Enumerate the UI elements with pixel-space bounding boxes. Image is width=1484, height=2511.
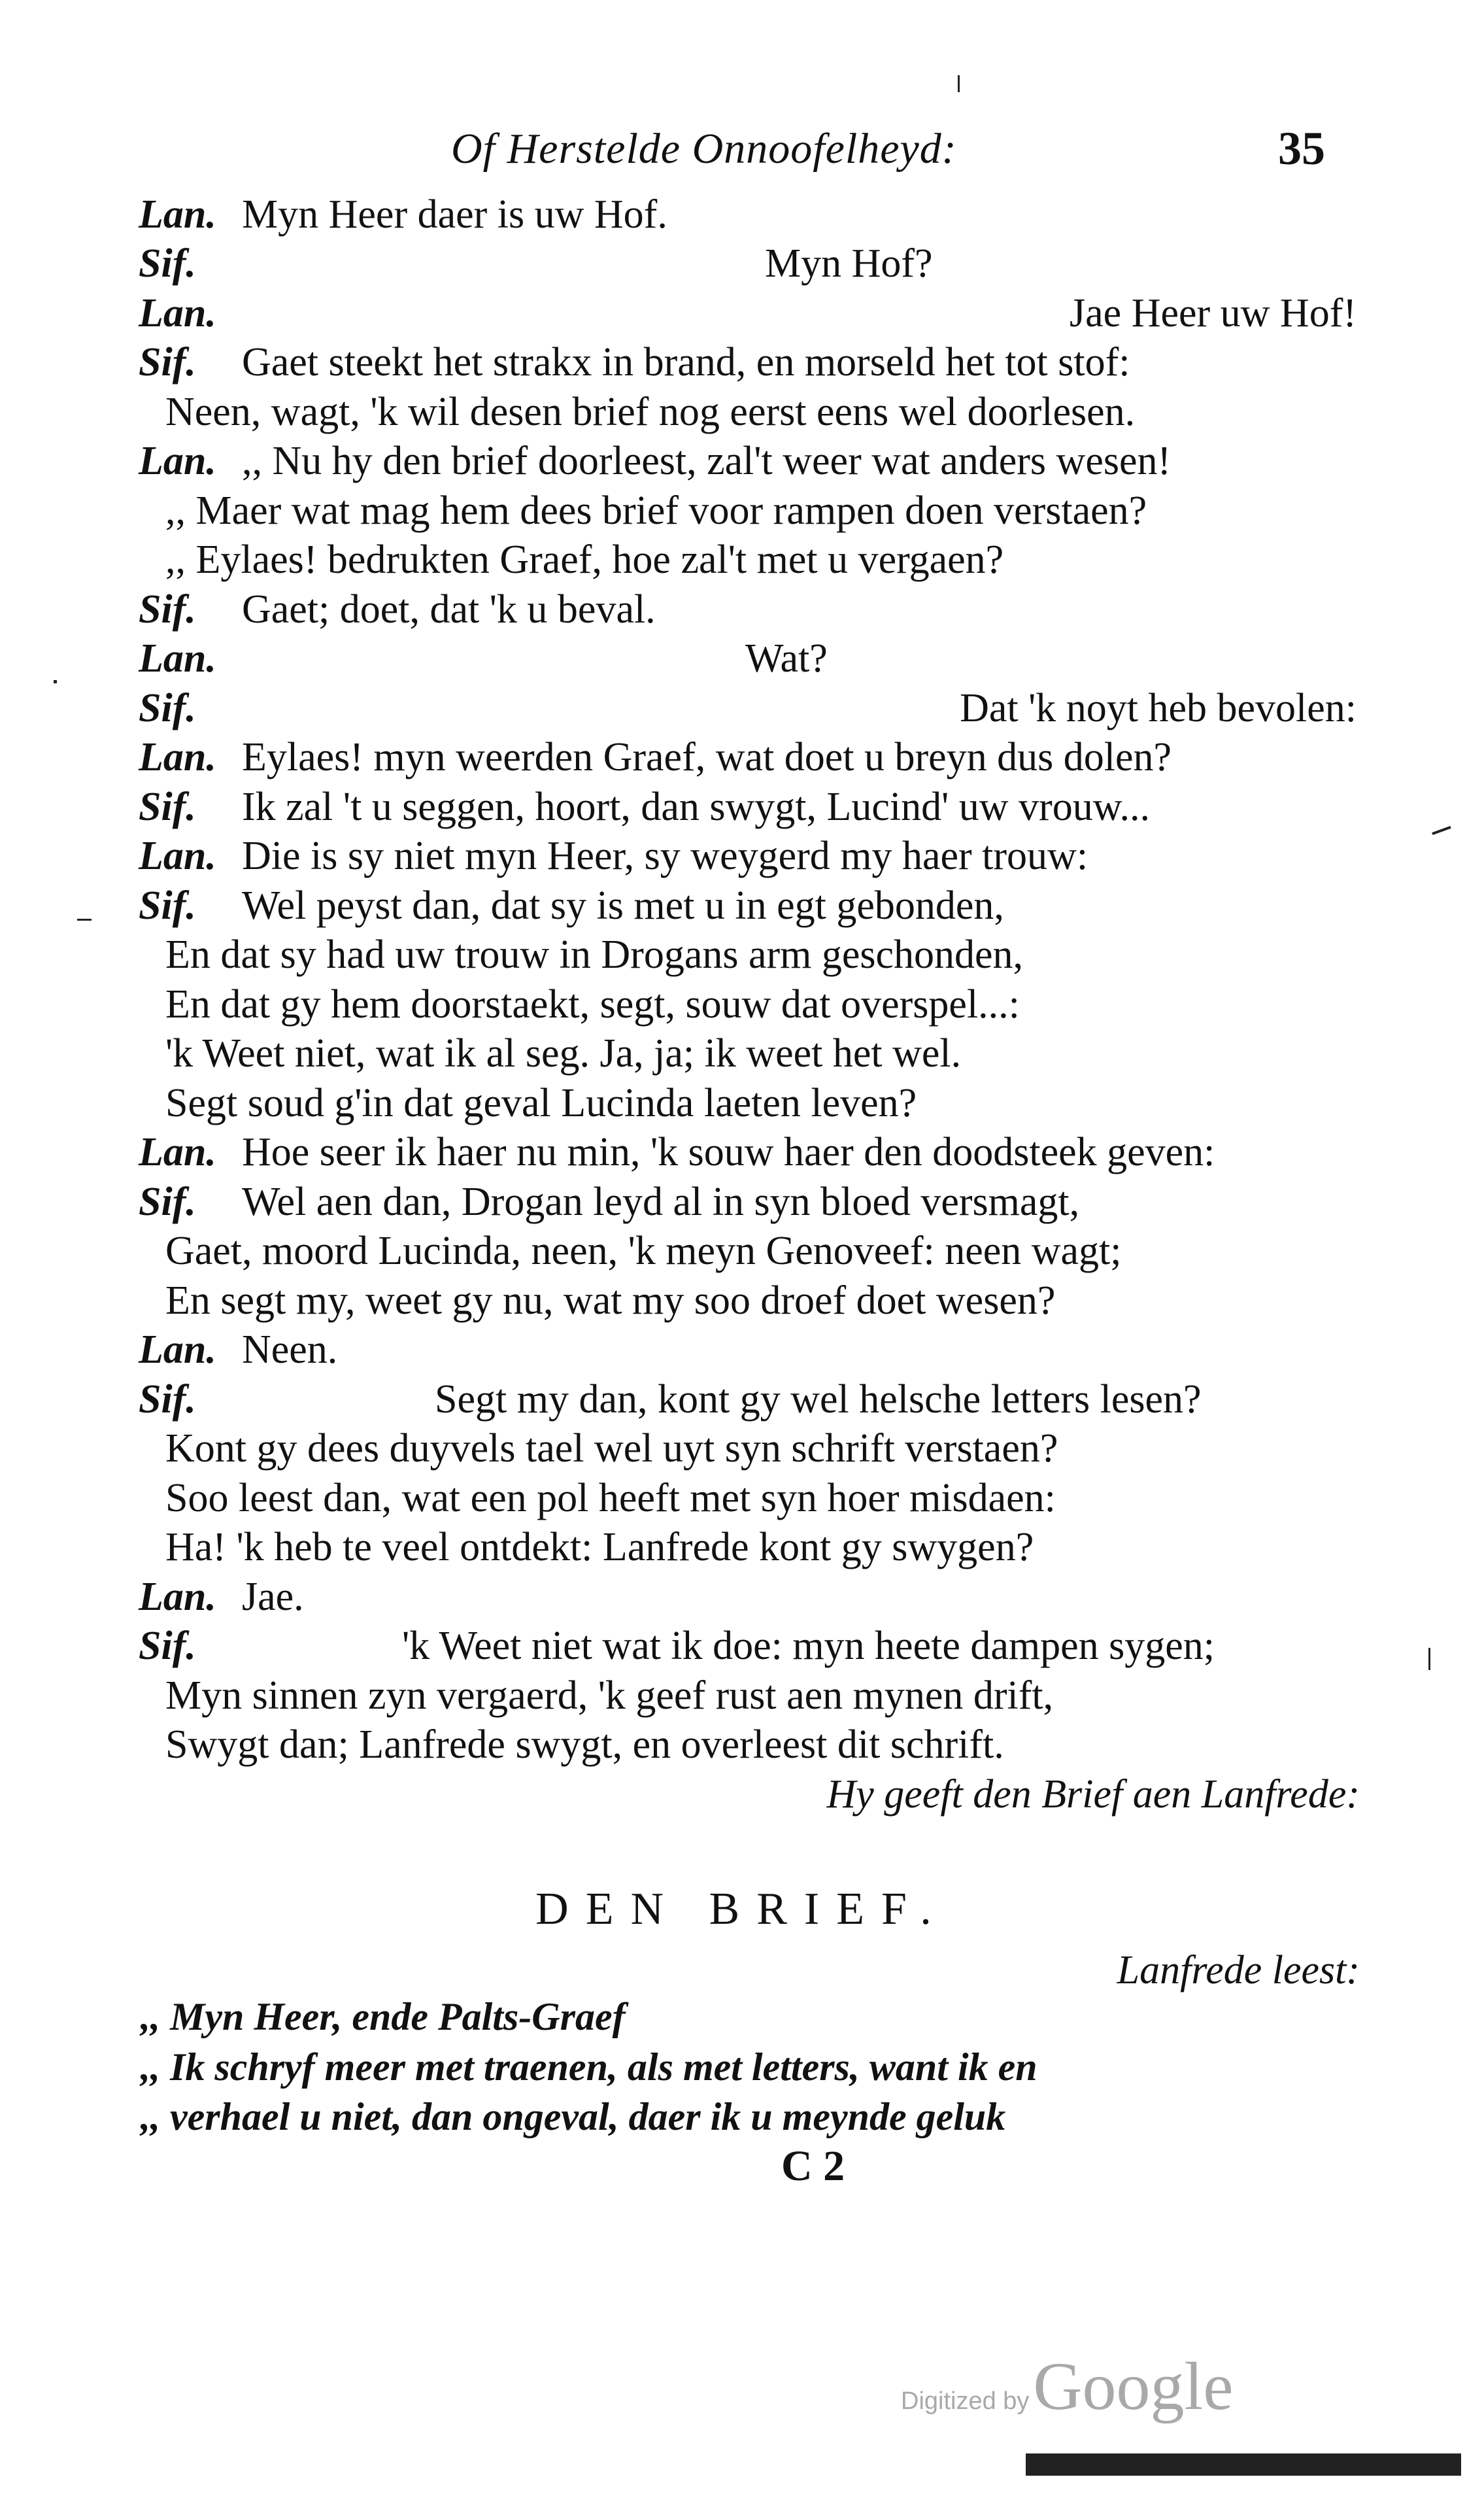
reader-direction: Lanfrede leest:	[1117, 1948, 1360, 1992]
line-text: ,, Maer wat mag hem dees brief voor rampen doen verstaen?	[165, 488, 1147, 533]
dialogue-line	[0, 1572, 1484, 1622]
dialogue-line	[0, 980, 1484, 1029]
dialogue-line	[0, 288, 1484, 338]
dialogue-line	[0, 535, 1484, 585]
dialogue-line	[0, 337, 1484, 387]
watermark-prefix: Digitized by	[901, 2387, 1030, 2415]
dialogue-line	[0, 1473, 1484, 1523]
dialogue-line	[0, 1424, 1484, 1473]
dialogue-line	[0, 683, 1484, 733]
dialogue-line	[0, 1177, 1484, 1227]
dialogue-line	[0, 486, 1484, 536]
letter-line: ,, Ik schryf meer met traenen, als met letters, want ik en	[141, 2045, 1037, 2089]
line-text: Hoe seer ik haer nu min, 'k souw haer den doodsteek geven:	[242, 1130, 1215, 1174]
speaker-label: Lan.	[139, 192, 216, 237]
dialogue-line	[0, 1127, 1484, 1177]
speaker-label: Sif.	[139, 686, 196, 730]
line-text: Myn Heer daer is uw Hof.	[242, 192, 667, 237]
line-text: Soo leest dan, wat een pol heeft met syn hoer misdaen:	[165, 1476, 1056, 1520]
line-text: Segt soud g'in dat geval Lucinda laeten leven?	[165, 1081, 917, 1125]
dialogue-line	[0, 1226, 1484, 1276]
line-text: Myn Hof?	[765, 241, 933, 286]
line-text: 'k Weet niet wat ik doe: myn heete dampen sygen;	[402, 1624, 1215, 1668]
running-head	[0, 124, 1484, 177]
line-text: Jae.	[242, 1575, 304, 1619]
dialogue-line	[0, 1671, 1484, 1720]
line-text: Wel aen dan, Drogan leyd al in syn bloed versmagt,	[242, 1180, 1080, 1224]
line-text: Neen, wagt, 'k wil desen brief nog eerst eens wel doorlesen.	[165, 390, 1136, 434]
letter-line: ,, verhael u niet, dan ongeval, daer ik u meynde geluk	[141, 2095, 1006, 2138]
line-text: Kont gy dees duyvels tael wel uyt syn schrift verstaen?	[165, 1426, 1058, 1471]
line-text: Ha! 'k heb te veel ontdekt: Lanfrede kont gy swygen?	[165, 1525, 1034, 1569]
line-text: Segt my dan, kont gy wel helsche letters lesen?	[435, 1377, 1202, 1422]
speaker-label: Lan.	[139, 834, 216, 878]
dialogue-line	[0, 1276, 1484, 1325]
dialogue-line	[0, 634, 1484, 683]
section-heading: DEN BRIEF.	[535, 1884, 949, 1934]
speaker-label: Sif.	[139, 1624, 196, 1668]
speaker-label: Lan.	[139, 291, 216, 335]
scan-speck	[1428, 1648, 1430, 1670]
letter-line: ,, Myn Heer, ende Palts-Graef	[141, 1995, 626, 2038]
speaker-label: Sif.	[139, 883, 196, 928]
google-logo: Google	[1033, 2349, 1234, 2424]
scan-speck	[54, 680, 57, 683]
page-number: 35	[1278, 122, 1325, 175]
dialogue-line	[0, 831, 1484, 881]
dialogue-line	[0, 1325, 1484, 1375]
line-text: En segt my, weet gy nu, wat my soo droef doet wesen?	[165, 1278, 1056, 1323]
running-title: Of Herstelde Onnoofelheyd:	[451, 125, 957, 173]
line-text: Swygt dan; Lanfrede swygt, en overleest dit schrift.	[165, 1722, 1004, 1767]
stage-direction: Hy geeft den Brief aen Lanfrede:	[826, 1772, 1360, 1817]
line-text: Dat 'k noyt heb bevolen:	[960, 686, 1357, 730]
dialogue-line	[0, 1522, 1484, 1572]
speaker-label: Lan.	[139, 1327, 216, 1372]
dialogue-line	[0, 190, 1484, 239]
line-text: En dat sy had uw trouw in Drogans arm geschonden,	[165, 932, 1024, 977]
dialogue-line	[0, 1621, 1484, 1671]
speaker-label: Lan.	[139, 1575, 216, 1619]
dialogue-line	[0, 1078, 1484, 1128]
stage-direction-line	[0, 1769, 1484, 1819]
line-text: 'k Weet niet, wat ik al seg. Ja, ja; ik weet het wel.	[165, 1031, 962, 1076]
scan-edge-bar	[1026, 2453, 1461, 2476]
line-text: Jae Heer uw Hof!	[1070, 291, 1357, 335]
speaker-label: Lan.	[139, 439, 216, 483]
dialogue-line	[0, 387, 1484, 437]
speaker-label: Lan.	[139, 636, 216, 681]
reader-direction-line	[0, 1945, 1484, 1995]
line-text: Die is sy niet myn Heer, sy weygerd my haer trouw:	[242, 834, 1088, 878]
dialogue-line	[0, 585, 1484, 634]
line-text: Ik zal 't u seggen, hoort, dan swygt, Lucind' uw vrouw...	[242, 785, 1150, 829]
signature-mark: C 2	[781, 2142, 845, 2190]
google-watermark	[901, 2348, 1234, 2425]
speaker-label: Sif.	[139, 785, 196, 829]
speaker-label: Sif.	[139, 587, 196, 632]
dialogue-line	[0, 1720, 1484, 1769]
line-text: ,, Eylaes! bedrukten Graef, hoe zal't met u vergaen?	[165, 538, 1004, 582]
dialogue-line	[0, 239, 1484, 288]
speaker-label: Sif.	[139, 340, 196, 384]
dialogue-line	[0, 732, 1484, 782]
line-text: ,, Nu hy den brief doorleest, zal't weer wat anders wesen!	[242, 439, 1172, 483]
dialogue-line	[0, 436, 1484, 486]
dialogue-line	[0, 782, 1484, 832]
scan-speck	[958, 75, 960, 92]
speaker-label: Sif.	[139, 241, 196, 286]
line-text: Myn sinnen zyn vergaerd, 'k geef rust aen mynen drift,	[165, 1673, 1054, 1718]
speaker-label: Lan.	[139, 1130, 216, 1174]
speaker-label: Sif.	[139, 1180, 196, 1224]
line-text: Neen.	[242, 1327, 338, 1372]
dialogue-line	[0, 1375, 1484, 1424]
line-text: Wat?	[745, 636, 828, 681]
line-text: Gaet steekt het strakx in brand, en morseld het tot stof:	[242, 340, 1130, 384]
dialogue-line	[0, 1029, 1484, 1078]
scan-speck	[77, 919, 92, 921]
line-text: Gaet, moord Lucinda, neen, 'k meyn Genoveef: neen wagt;	[165, 1229, 1122, 1273]
line-text: Eylaes! myn weerden Graef, wat doet u breyn dus dolen?	[242, 735, 1172, 779]
speaker-label: Lan.	[139, 735, 216, 779]
dialogue-line	[0, 881, 1484, 931]
dialogue-line	[0, 930, 1484, 980]
line-text: En dat gy hem doorstaekt, segt, souw dat overspel...:	[165, 982, 1020, 1027]
speaker-label: Sif.	[139, 1377, 196, 1422]
line-text: Gaet; doet, dat 'k u beval.	[242, 587, 656, 632]
line-text: Wel peyst dan, dat sy is met u in egt gebonden,	[242, 883, 1004, 928]
